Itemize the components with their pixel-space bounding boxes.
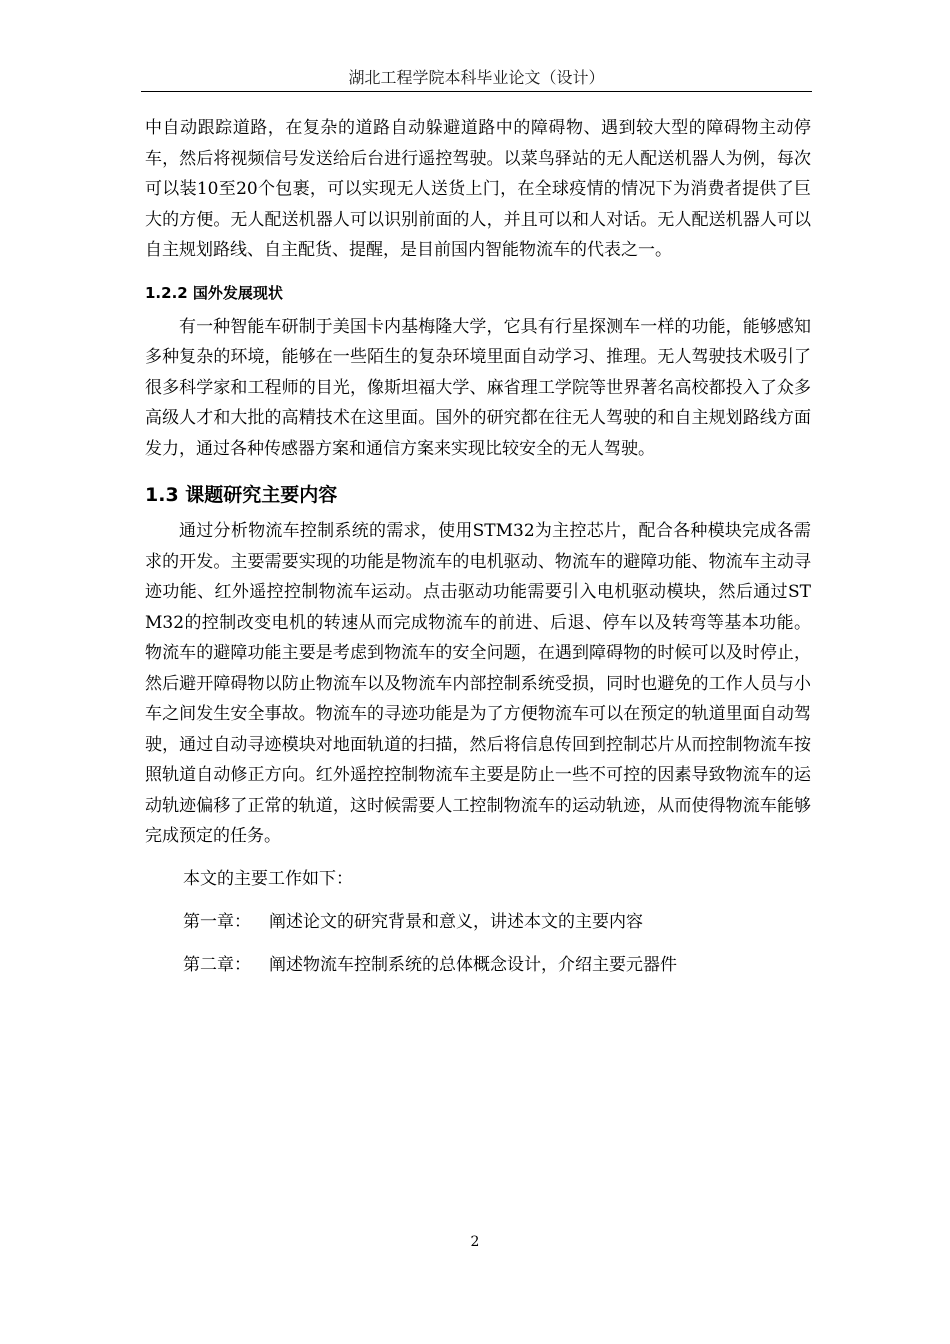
chapter-label: 第一章：	[183, 911, 251, 932]
intro-paragraph: 中自动跟踪道路，在复杂的道路自动躲避道路中的障碍物、遇到较大型的障碍物主动停车，然后将视频信号发送给后台进行遥控驾驶。以菜鸟驿站的无人配送机器人为例，每次可以装10至20个包裹，可以实现无人送货上门，在全球疫情的情况下为消费者提供了巨大的方便。无人配送机器人可以识别前面的人，并且可以和人对话。无人配送机器人可以自主规划路线、自主配货、提醒，是目前国内智能物流车的代表之一。	[145, 118, 811, 260]
research-content-paragraph: 通过分析物流车控制系统的需求，使用STM32为主控芯片，配合各种模块完成各需求的开发。主要需要实现的功能是物流车的电机驱动、物流车的避障功能、物流车主动寻迹功能、红外遥控控制物流车运动。点击驱动功能需要引入电机驱动模块，然后通过STM32的控制改变电机的转速从而完成物流车的前进、后退、停车以及转弯等基本功能。物流车的避障功能主要是考虑到物流车的安全问题，在遇到障碍物的时候可以及时停止，然后避开障碍物以防止物流车以及物流车内部控制系统受损，同时也避免的工作人员与小车之间发生安全事故。物流车的寻迹功能是为了方便物流车可以在预定的轨道里面自动驾驶，通过自动寻迹模块对地面轨道的扫描，然后将信息传回到控制芯片从而控制物流车按照轨道自动修正方向。红外遥控控制物流车主要是防止一些不可控的因素导致物流车的运动轨迹偏移了正常的轨道，这时候需要人工控制物流车的运动轨迹，从而使得物流车能够完成预定的任务。	[145, 521, 811, 846]
running-header: 湖北工程学院本科毕业论文（设计）	[348, 68, 605, 87]
chapter-list-item	[145, 950, 811, 980]
page-number: 2	[470, 1234, 480, 1250]
work-list-intro-text: 本文的主要工作如下：	[183, 868, 353, 889]
chapter-description: 阐述物流车控制系统的总体概念设计，介绍主要元器件	[269, 954, 677, 975]
section-heading-1-3: 1.3 课题研究主要内容	[145, 484, 338, 506]
foreign-development-paragraph: 有一种智能车研制于美国卡内基梅隆大学，它具有行星探测车一样的功能，能够感知多种复杂的环境，能够在一些陌生的复杂环境里面自动学习、推理。无人驾驶技术吸引了很多科学家和工程师的目光，像斯坦福大学、麻省理工学院等世界著名高校都投入了众多高级人才和大批的高精技术在这里面。国外的研究都在往无人驾驶的和自主规划路线方面发力，通过各种传感器方案和通信方案来实现比较安全的无人驾驶。	[145, 316, 811, 459]
header-divider	[141, 91, 812, 92]
chapter-label: 第二章：	[183, 954, 251, 975]
page-body	[145, 113, 811, 980]
chapter-list-item	[145, 907, 811, 937]
chapter-description: 阐述论文的研究背景和意义，讲述本文的主要内容	[269, 911, 643, 932]
work-list-intro	[145, 864, 811, 894]
section-heading-1-2-2: 1.2.2 国外发展现状	[145, 283, 283, 302]
